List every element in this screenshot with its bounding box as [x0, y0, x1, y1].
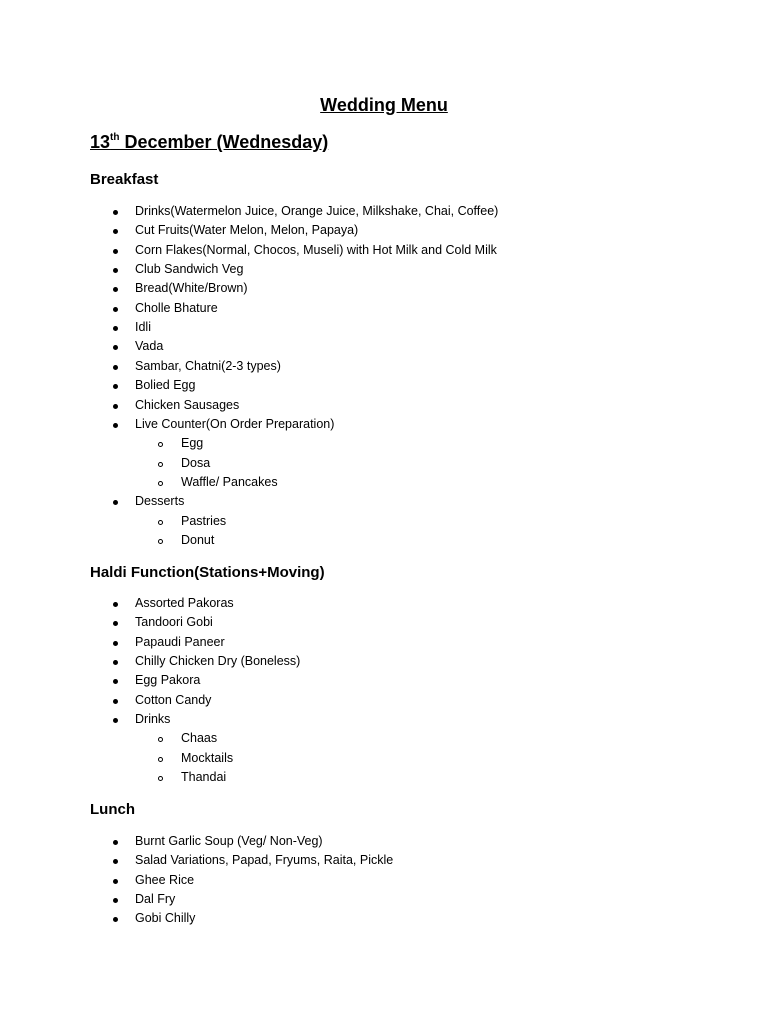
sub-bullet-icon	[158, 776, 163, 781]
sub-bullet-icon	[158, 539, 163, 544]
bullet-icon	[113, 423, 118, 428]
bullet-icon	[113, 229, 118, 234]
menu-item: Desserts	[135, 494, 185, 509]
bullet-icon	[113, 287, 118, 292]
bullet-icon	[113, 621, 118, 626]
menu-item: Papaudi Paneer	[135, 634, 225, 649]
menu-subitem: Mocktails	[181, 750, 234, 765]
date-rest: December (Wednesday)	[119, 132, 329, 152]
bullet-icon	[113, 840, 118, 845]
bullet-icon	[113, 699, 118, 704]
menu-item: Ghee Rice	[135, 872, 195, 887]
bullet-icon	[113, 500, 118, 505]
menu-item: Vada	[135, 339, 164, 354]
sub-bullet-icon	[158, 737, 163, 742]
bullet-icon	[113, 307, 118, 312]
menu-item: Cholle Bhature	[135, 300, 218, 315]
menu-subitem: Donut	[181, 532, 215, 547]
menu-item: Corn Flakes(Normal, Chocos, Museli) with Hot Milk and Cold Milk	[135, 242, 497, 257]
menu-item: Chilly Chicken Dry (Boneless)	[135, 654, 301, 669]
menu-item: Cotton Candy	[135, 692, 212, 707]
menu-subitem: Chaas	[181, 731, 218, 746]
menu-subitem: Dosa	[181, 455, 211, 470]
bullet-icon	[113, 917, 118, 922]
menu-item: Cut Fruits(Water Melon, Melon, Papaya)	[135, 223, 359, 238]
bullet-icon	[113, 859, 118, 864]
menu-item: Sambar, Chatni(2-3 types)	[135, 358, 281, 373]
menu-item: Live Counter(On Order Preparation)	[135, 416, 335, 431]
menu-item: Salad Variations, Papad, Fryums, Raita, Pickle	[135, 853, 394, 868]
bullet-icon	[113, 384, 118, 389]
menu-item: Burnt Garlic Soup (Veg/ Non-Veg)	[135, 834, 323, 848]
bullet-icon	[113, 898, 118, 903]
bullet-icon	[113, 718, 118, 723]
bullet-icon	[113, 879, 118, 884]
menu-item: Idli	[135, 320, 151, 335]
menu-subitem: Thandai	[181, 770, 227, 785]
menu-subitem: Waffle/ Pancakes	[181, 474, 278, 489]
section-heading: Lunch	[90, 801, 135, 818]
menu-item: Chicken Sausages	[135, 397, 240, 412]
menu-item: Assorted Pakoras	[135, 596, 234, 610]
bullet-icon	[113, 326, 118, 331]
sub-bullet-icon	[158, 462, 163, 467]
menu-subitem: Pastries	[181, 513, 227, 528]
menu-item: Egg Pakora	[135, 673, 201, 688]
menu-item: Bread(White/Brown)	[135, 281, 248, 296]
bullet-icon	[113, 345, 118, 350]
menu-item: Gobi Chilly	[135, 911, 196, 926]
sub-bullet-icon	[158, 481, 163, 486]
bullet-icon	[113, 679, 118, 684]
page-title: Wedding Menu	[320, 95, 448, 115]
bullet-icon	[113, 249, 118, 254]
sub-bullet-icon	[158, 442, 163, 447]
bullet-icon	[113, 641, 118, 646]
bullet-icon	[113, 210, 118, 215]
date-day: 13	[90, 132, 111, 152]
bullet-icon	[113, 365, 118, 370]
section-heading: Haldi Function(Stations+Moving)	[90, 564, 325, 581]
menu-item: Tandoori Gobi	[135, 615, 213, 630]
sub-bullet-icon	[158, 757, 163, 762]
date-suffix: th	[110, 132, 120, 143]
menu-subitem: Egg	[181, 436, 204, 451]
menu-item: Dal Fry	[135, 892, 176, 907]
menu-item: Club Sandwich Veg	[135, 262, 244, 277]
bullet-icon	[113, 602, 118, 607]
menu-item: Drinks(Watermelon Juice, Orange Juice, Milkshake, Chai, Coffee)	[135, 204, 499, 218]
sub-bullet-icon	[158, 520, 163, 525]
bullet-icon	[113, 404, 118, 409]
bullet-icon	[113, 268, 118, 273]
menu-item: Bolied Egg	[135, 378, 196, 393]
menu-item: Drinks	[135, 712, 171, 727]
section-heading: Breakfast	[90, 171, 159, 188]
bullet-icon	[113, 660, 118, 665]
date-heading	[90, 132, 328, 153]
